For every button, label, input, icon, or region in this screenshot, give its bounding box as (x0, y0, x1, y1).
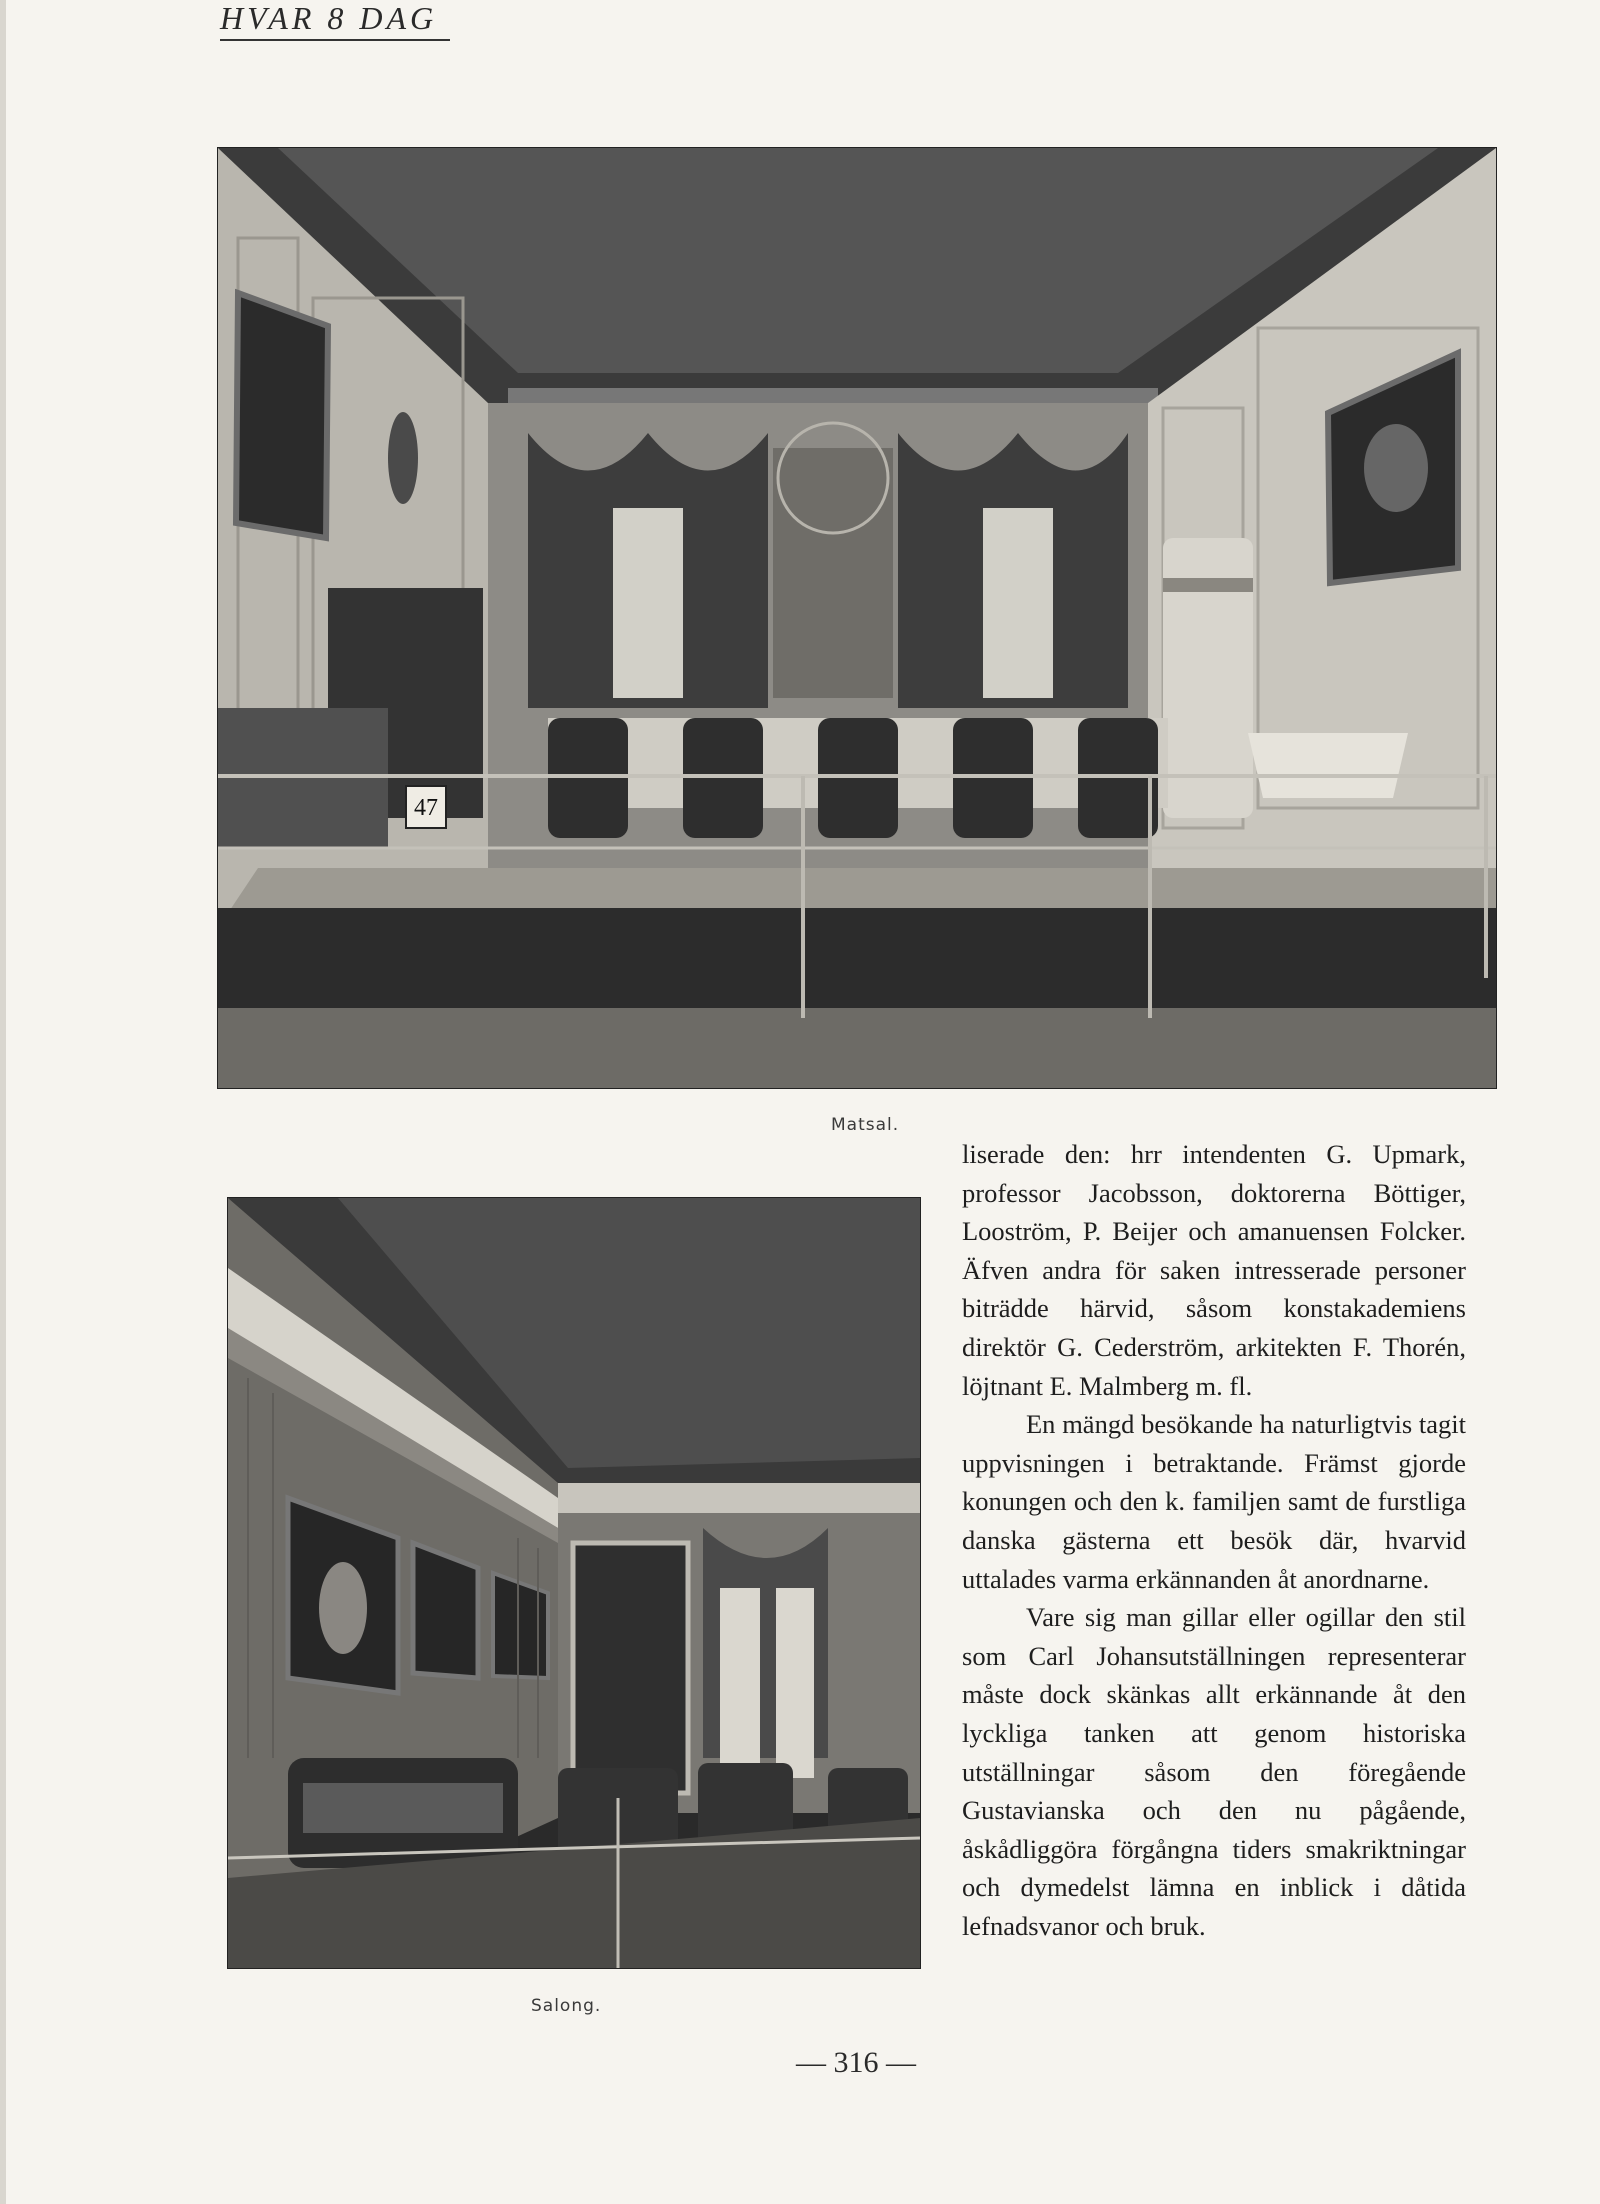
dining-room-photo (218, 148, 1496, 1088)
paragraph: En mängd besökande ha naturligtvis tagit uppvisningen i betraktande. Främst gjorde konungen och den k. familjen samt de furstliga danska gästerna ett besök där, hvarvid uttalades varma erkännanden åt anordnarne. (962, 1409, 1466, 1594)
dining-room-caption: Matsal. (831, 1115, 900, 1135)
salon-caption: Salong. (531, 1996, 602, 2016)
paragraph: liserade den: hrr intendenten G. Upmark, professor Jacobsson, doktorerna Böttiger, Looström, P. Beijer och amanuensen Folcker. Äfven andra för saken intresserade personer biträdde härvid, såsom konstakademiens direktör G. Cederström, arkitekten F. Thorén, löjtnant E. Malmberg m. fl. (962, 1139, 1466, 1401)
page-number: — 316 — (796, 2046, 916, 2079)
salon-photo (228, 1198, 920, 1968)
paragraph: Vare sig man gillar eller ogillar den stil som Carl Johansutställningen representerar måste dock skänkas allt erkännande åt den lyckliga tanken att genom historiska utställningar såsom den föregående Gustavianska och den nu pågående, åskådliggöra förgångna tiders smakriktningar och dymedelst lämna en inblick i dåtida lefnadsvanor och bruk. (962, 1602, 1466, 1941)
running-header: HVAR 8 DAG (220, 0, 450, 41)
body-text-column (962, 1135, 1466, 1945)
exhibit-plaque-number: 47 (414, 795, 438, 821)
